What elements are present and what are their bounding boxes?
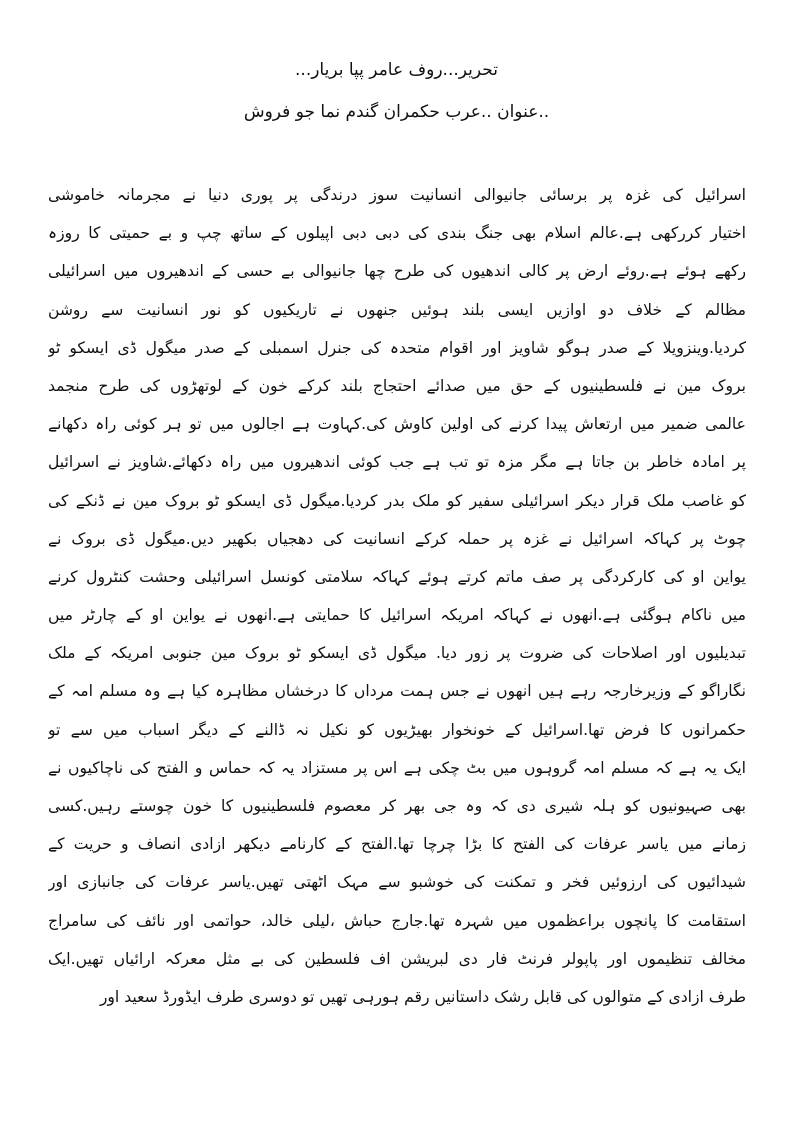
body-line: طرف ازادی کے متوالوں کی قابل رشک داستانیں رقم ہورہی تھیں تو دوسری طرف ایڈورڈ سعید اور [99, 987, 746, 1006]
body-line: مخالف تنظیموں اور پاپولر فرنٹ فار دی لبریشن اف فلسطین کی بے مثل معرکہ ارائیاں تھیں.ایک [48, 949, 746, 968]
article-body [48, 176, 746, 1016]
body-line: پر امادہ خاطر بن جاتا ہے مگر مزہ تو تب ہے جب کوئی اندھیروں میں راہ دکھائے.شاویز نے اسرائیل [48, 453, 746, 472]
body-line: کردیا.وینزویلا کے صدر ہوگو شاویز اور اقوام متحدہ کی جنرل اسمبلی کے صدر میگول ڈی ایسکو ٹو [48, 338, 746, 357]
body-line: کو غاصب ملک قرار دیکر اسرائیلی سفیر کو ملک بدر کردیا.میگول ڈی ایسکو ٹو بروک مین نے ڈنکے کی [48, 491, 746, 510]
body-line: مظالم کے خلاف دو اوازیں ایسی بلند ہوئیں جنھوں نے تاریکیوں کو نور انسانیت سے روشن [48, 300, 746, 319]
body-line: اختیار کررکھی ہے.عالم اسلام بھی جنگ بندی کی دبی دبی اپیلوں کے ساتھ چپ و بے حمیتی کا روزہ [48, 224, 746, 243]
body-line: تبدیلیوں اور اصلاحات کی ضروت پر زور دیا. میگول ڈی ایسکو ٹو بروک مین جنوبی امریکہ کے ملک [48, 644, 746, 663]
body-line: میں ناکام ہوگئی ہے.انھوں نے کہاکہ امریکہ اسرائیل کا حمایتی ہے.انھوں نے یواین او کے چارٹر میں [48, 606, 746, 625]
body-line: نگاراگو کے وزیرخارجہ رہے ہیں انھوں نے جس ہمت مرداں کا درخشاں مظاہرہ کیا ہے وہ مسلم امہ کے [48, 682, 746, 701]
body-line: چوٹ پر کہاکہ اسرائیل نے غزہ پر حملہ کرکے انسانیت کی دھجیاں بکھیر دیں.میگول ڈی بروک نے [48, 529, 746, 548]
body-line: رکھے ہوئے ہے.روئے ارض پر کالی اندھیوں کی طرح چھا جانیوالی بے حسی کے اندھیروں میں اسرائیلی [48, 262, 746, 281]
body-line: عالمی ضمیر میں ارتعاش پیدا کرنے کی اولین کاوش کی.کہاوت ہے اجالوں میں تو ہر کوئی راہ دکھانے [48, 415, 746, 434]
body-line: استقامت کا پانچوں براعظموں میں شہرہ تھا.جارج حباش ،لیلی خالد، حواتمی اور نائف کی سامراج [48, 911, 746, 930]
body-line: بروک مین نے فلسطینیوں کے حق میں صدائے احتجاج بلند کرکے خون کے لوتھڑوں کی طرح منجمد [48, 376, 746, 395]
body-line: شیدائیوں کی ارزوئیں فخر و تمکنت کی خوشبو سے مہک اٹھتی تھیں.یاسر عرفات کی جانبازی اور [48, 873, 746, 892]
body-line: حکمرانوں کا فرض تھا.اسرائیل کے خونخوار بھیڑیوں کو نکیل نہ ڈالنے کے دیگر اسباب میں سے تو [48, 720, 746, 739]
article-heading: ..عنوان ..عرب حکمران گندم نما جو فروش [243, 102, 550, 122]
body-line: بھی صہیونیوں کو ہلہ شیری دی کہ وہ جی بھر کر معصوم فلسطینیوں کا خون چوستے رہیں.کسی [48, 797, 746, 815]
body-line: اسرائیل کی غزہ پر برسائی جانیوالی انسانیت سوز درندگی پر پوری دنیا نے مجرمانہ خاموشی [48, 186, 746, 204]
body-line: زمانے میں یاسر عرفات کی الفتح کا بڑا چرچا تھا.الفتح کے کارنامے دیکھر ازادی انصاف و حریت کے [48, 835, 746, 854]
body-line: ایک یہ ہے کہ مسلم امہ گروہوں میں بٹ چکی ہے اس پر مستزاد یہ کہ حماس و الفتح کی ناچاکیوں نے [48, 758, 746, 777]
author-line: تحریر...روف عامر پپا بریار... [295, 60, 498, 80]
body-line: یواین او کی کارکردگی پر صف ماتم کرتے ہوئے کہاکہ سلامتی کونسل اسرائیلی وحشت کنٹرول کرنے [48, 567, 746, 586]
